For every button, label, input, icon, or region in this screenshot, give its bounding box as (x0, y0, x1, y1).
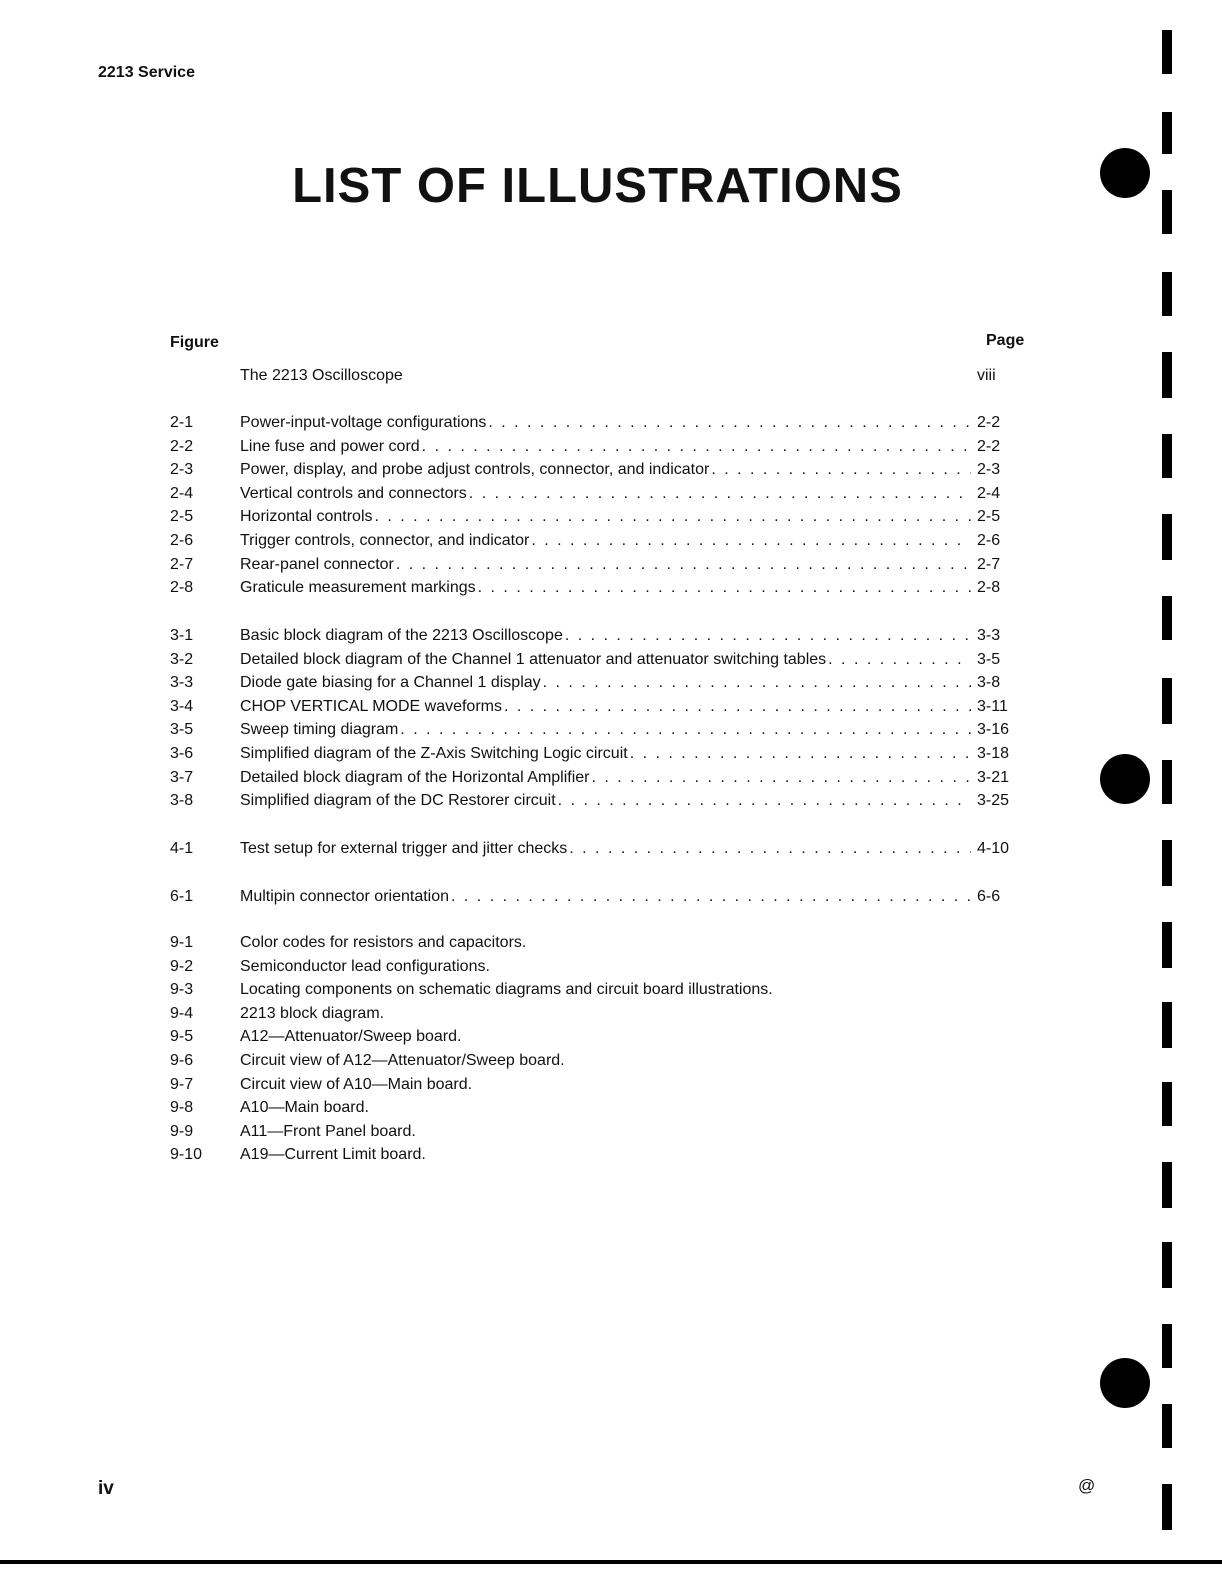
entry-caption: Power-input-voltage configurations (240, 414, 487, 431)
list-item (170, 1144, 1025, 1166)
entry-page: 3-25 (977, 792, 1010, 810)
punch-hole (1100, 148, 1150, 198)
entry-caption: Trigger controls, connector, and indicator (240, 532, 530, 549)
dot-leader (375, 506, 972, 528)
figure-number: 3-3 (170, 674, 194, 692)
figure-number: 6-1 (170, 888, 194, 905)
list-item (170, 1003, 1025, 1025)
list-item (170, 625, 1025, 647)
entry-page: viii (977, 367, 996, 384)
list-item (170, 672, 1025, 694)
figure-number: 9-1 (170, 934, 194, 951)
entry-caption: A11—Front Panel board. (240, 1122, 416, 1140)
figure-number: 9-6 (170, 1052, 194, 1069)
entry-caption: Rear-panel connector (240, 555, 394, 573)
entry-caption: 2213 block diagram. (240, 1004, 385, 1022)
entry-page: 3-5 (977, 650, 1001, 668)
figure-number: 9-5 (170, 1028, 194, 1046)
frontispiece-entry (170, 365, 1025, 387)
entry-caption: The 2213 Oscilloscope (240, 367, 403, 384)
dot-leader (396, 554, 971, 576)
page-title: LIST OF ILLUSTRATIONS (292, 159, 903, 213)
entry-page: 2-8 (977, 579, 1001, 597)
list-item (170, 1097, 1025, 1119)
figure-number: 4-1 (170, 840, 194, 857)
entry-caption: Test setup for external trigger and jitter checks (240, 840, 568, 857)
entry-caption: Power, display, and probe adjust controls, connector, and indicator (240, 461, 710, 479)
entry-caption: Detailed block diagram of the Horizontal Amplifier (240, 768, 590, 786)
entry-page: 2-6 (977, 532, 1001, 549)
list-item (170, 743, 1025, 765)
figure-number: 2-1 (170, 414, 194, 431)
entry-caption: A10—Main board. (240, 1099, 369, 1117)
dot-leader (828, 649, 971, 671)
dot-leader (558, 790, 971, 812)
page-number: iv (98, 1478, 114, 1499)
figure-number: 2-2 (170, 437, 194, 455)
entry-page: 3-11 (977, 697, 1008, 715)
dot-leader (569, 838, 971, 860)
figure-number: 9-7 (170, 1075, 194, 1093)
list-item (170, 554, 1025, 576)
running-header: 2213 Service (98, 64, 195, 81)
entry-caption: Diode gate biasing for a Channel 1 display (240, 674, 541, 692)
punch-hole (1100, 1358, 1150, 1408)
list-item (170, 1026, 1025, 1048)
figure-number: 2-4 (170, 484, 194, 502)
dot-leader (504, 696, 971, 718)
list-item (170, 436, 1025, 458)
entry-page: 3-21 (977, 768, 1010, 786)
entry-page: 2-7 (977, 555, 1001, 573)
dot-leader (400, 719, 971, 741)
footer-mark: @ (1078, 1476, 1096, 1495)
entry-page: 2-2 (977, 414, 1001, 431)
entry-page: 3-16 (977, 721, 1010, 739)
dot-leader (478, 577, 971, 599)
entry-page: 2-2 (977, 437, 1001, 455)
list-item (170, 412, 1025, 434)
dot-leader (565, 625, 971, 647)
entry-caption: Simplified diagram of the Z-Axis Switching Logic circuit (240, 745, 628, 762)
dot-leader (711, 459, 971, 481)
entry-page: 3-3 (977, 627, 1001, 644)
dot-leader (488, 412, 971, 434)
entry-page: 4-10 (977, 840, 1010, 857)
entry-caption: Locating components on schematic diagrams and circuit board illustrations. (240, 981, 773, 999)
column-header-page: Page (986, 332, 1025, 349)
figure-number: 2-7 (170, 555, 194, 573)
entry-page: 2-5 (977, 508, 1001, 526)
figure-number: 9-3 (170, 981, 194, 999)
entry-page: 3-18 (977, 745, 1010, 762)
list-item (170, 956, 1025, 978)
dot-leader (630, 743, 971, 765)
list-item (170, 577, 1025, 599)
figure-number: 3-7 (170, 768, 194, 786)
list-item (170, 1074, 1025, 1096)
list-item (170, 483, 1025, 505)
column-header-figure: Figure (170, 334, 219, 351)
list-item (170, 530, 1025, 552)
dot-leader (469, 483, 971, 505)
entry-caption: Horizontal controls (240, 508, 373, 526)
figure-number: 2-3 (170, 461, 194, 479)
entry-caption: CHOP VERTICAL MODE waveforms (240, 697, 502, 715)
list-item (170, 696, 1025, 718)
entry-caption: Vertical controls and connectors (240, 484, 467, 502)
list-item (170, 1050, 1025, 1072)
entry-caption: Circuit view of A10—Main board. (240, 1075, 473, 1093)
list-item (170, 932, 1025, 954)
list-item (170, 790, 1025, 812)
entry-page: 6-6 (977, 888, 1001, 905)
list-item (170, 649, 1025, 671)
figure-number: 3-5 (170, 721, 194, 739)
list-item (170, 979, 1025, 1001)
list-item (170, 459, 1025, 481)
bottom-edge-line (0, 1560, 1222, 1564)
entry-caption: Sweep timing diagram (240, 721, 399, 739)
entry-caption: Basic block diagram of the 2213 Oscilloscope (240, 627, 563, 644)
entry-page: 3-8 (977, 674, 1001, 692)
list-item (170, 506, 1025, 528)
entry-caption: Circuit view of A12—Attenuator/Sweep board. (240, 1052, 565, 1069)
entry-caption: Simplified diagram of the DC Restorer circuit (240, 792, 556, 810)
figure-number: 2-5 (170, 508, 194, 526)
punch-hole (1100, 754, 1150, 804)
entry-caption: Line fuse and power cord (240, 437, 420, 455)
entry-caption: Color codes for resistors and capacitors. (240, 934, 527, 951)
entry-caption: Multipin connector orientation (240, 888, 450, 905)
dot-leader (451, 886, 971, 908)
dot-leader (531, 530, 971, 552)
figure-number: 3-8 (170, 792, 194, 810)
entry-caption: Semiconductor lead configurations. (240, 957, 490, 975)
list-item (170, 767, 1025, 789)
figure-number: 9-8 (170, 1099, 194, 1117)
figure-number: 3-4 (170, 697, 194, 715)
entry-caption: Detailed block diagram of the Channel 1 attenuator and attenuator switching tables (240, 650, 827, 668)
figure-number: 9-2 (170, 957, 194, 975)
figure-number: 3-1 (170, 627, 194, 644)
entry-caption: A12—Attenuator/Sweep board. (240, 1028, 462, 1046)
entry-caption: A19—Current Limit board. (240, 1146, 426, 1164)
list-item (170, 719, 1025, 741)
figure-number: 2-6 (170, 532, 194, 549)
dot-leader (422, 436, 971, 458)
figure-number: 2-8 (170, 579, 194, 597)
dot-leader (592, 767, 972, 789)
figure-number: 3-6 (170, 745, 194, 762)
figure-number: 9-10 (170, 1146, 203, 1164)
list-item (170, 886, 1025, 908)
figure-number: 9-9 (170, 1122, 194, 1140)
list-item (170, 838, 1025, 860)
entry-caption: Graticule measurement markings (240, 579, 476, 597)
entry-page: 2-3 (977, 461, 1001, 479)
figure-number: 3-2 (170, 650, 194, 668)
figure-number: 9-4 (170, 1004, 194, 1022)
list-item (170, 1121, 1025, 1143)
dot-leader (543, 672, 971, 694)
entry-page: 2-4 (977, 484, 1001, 502)
